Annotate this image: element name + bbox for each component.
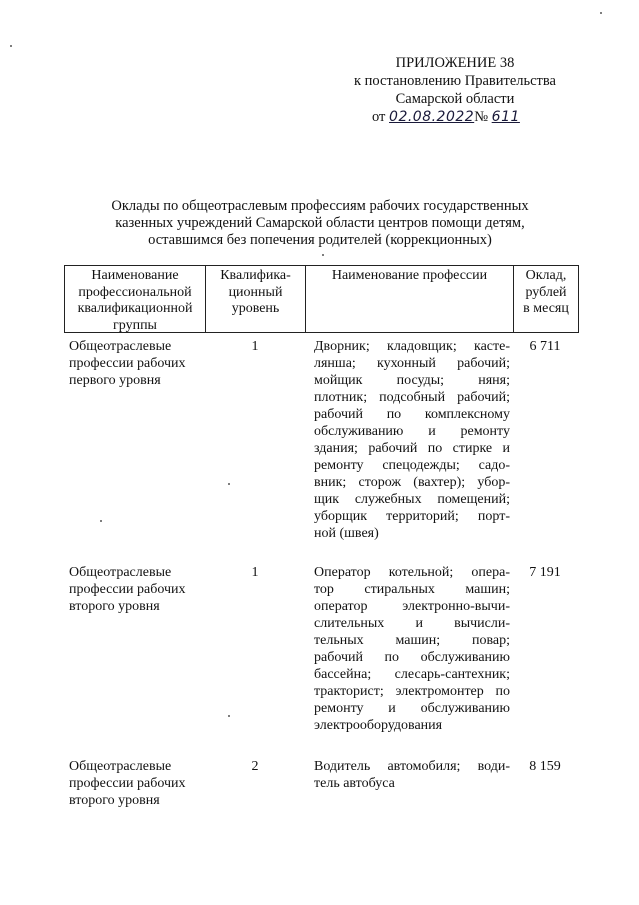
header-text: Оклад, [525, 268, 567, 283]
row-profession [314, 758, 510, 792]
group-text: Общеотраслевые [69, 759, 172, 774]
group-text: Общеотраслевые [69, 339, 172, 354]
profession-text: ремонту и обслуживанию [314, 701, 510, 716]
row-profession [314, 338, 510, 542]
profession-text: бассейна; слесарь-сантехник; [314, 667, 510, 682]
profession-text: рабочий по комплексному [314, 407, 510, 422]
header-text: группы [113, 317, 157, 333]
row-group [69, 338, 204, 389]
row-salary: 7 191 [529, 565, 561, 580]
profession-text: ремонту спецодежды; садо- [314, 458, 510, 473]
scan-speck [100, 520, 102, 522]
profession-text: здания; рабочий по стирке и [314, 441, 510, 456]
profession-text: щик служебных помещений; [314, 492, 510, 507]
profession-text: тель автобуса [314, 776, 395, 791]
title-line: оставшимся без попечения родителей (коррекционных) [148, 232, 492, 248]
appendix-header [330, 54, 580, 126]
profession-text: тракторист; электромонтер по [314, 684, 510, 699]
profession-text: плотник; подсобный рабочий; [314, 390, 510, 405]
document-title [60, 198, 580, 249]
group-text: профессии рабочих [69, 776, 186, 791]
scan-speck [10, 45, 12, 47]
group-text: второго уровня [69, 793, 160, 808]
handwritten-number: 611 [491, 109, 520, 125]
header-text: уровень [231, 301, 280, 316]
profession-text: тельных машин; повар; [314, 633, 510, 648]
appendix-resolution: к постановлению Правительства [354, 73, 556, 89]
profession-text: Оператор котельной; опера- [314, 565, 510, 580]
profession-text: ной (швея) [314, 526, 379, 541]
column-header-level [206, 266, 306, 332]
header-text: Квалифика- [220, 268, 291, 283]
column-header-group [65, 266, 206, 332]
profession-text: рабочий по обслуживанию [314, 650, 510, 665]
scan-speck [322, 254, 324, 256]
profession-text: Водитель автомобиля; води- [314, 759, 510, 774]
profession-text: электрооборудования [314, 718, 443, 733]
scan-speck [600, 12, 602, 14]
group-text: профессии рабочих [69, 582, 186, 597]
header-text: профессиональной [78, 284, 192, 300]
group-text: первого уровня [69, 373, 161, 388]
profession-text: Дворник; кладовщик; касте- [314, 339, 510, 354]
scan-speck [228, 715, 230, 717]
title-line: казенных учреждений Самарской области центров помощи детям, [115, 215, 525, 231]
group-text: второго уровня [69, 599, 160, 614]
profession-text: мойщик посуды; няня; [314, 373, 510, 388]
row-level: 1 [251, 339, 259, 354]
table-header [64, 265, 579, 333]
profession-text: тор стиральных машин; [314, 582, 510, 597]
profession-text: уборщик территорий; порт- [314, 509, 510, 524]
header-text: Наименование профессии [331, 268, 488, 283]
row-level: 2 [251, 759, 259, 774]
row-salary: 8 159 [529, 759, 561, 774]
appendix-date-line [330, 108, 580, 126]
profession-text: оператор электронно-вычи- [314, 599, 510, 614]
header-text: квалификационной [77, 301, 193, 316]
profession-text: вник; сторож (вахтер); убор- [314, 475, 510, 490]
header-text: рублей [525, 284, 567, 300]
date-prefix: от [372, 109, 386, 125]
header-text: в месяц [523, 301, 569, 316]
appendix-title: ПРИЛОЖЕНИЕ 38 [395, 55, 515, 71]
title-line: Оклады по общеотраслевым профессиям рабочих государственных [111, 198, 529, 214]
row-salary: 6 711 [529, 339, 561, 354]
column-header-profession [306, 266, 514, 332]
scan-speck [228, 483, 230, 485]
profession-text: обслуживанию и ремонту [314, 424, 510, 439]
appendix-region: Самарской области [395, 91, 515, 107]
profession-text: лянша; кухонный рабочий; [314, 356, 510, 371]
header-text: Наименование [91, 268, 179, 283]
row-profession [314, 564, 510, 734]
group-text: Общеотраслевые [69, 565, 172, 580]
row-level: 1 [251, 565, 259, 580]
number-prefix: № [474, 109, 489, 125]
row-group [69, 758, 204, 809]
row-group [69, 564, 204, 615]
profession-text: слительных и вычисли- [314, 616, 510, 631]
header-text: ционный [228, 284, 283, 300]
group-text: профессии рабочих [69, 356, 186, 371]
handwritten-date: 02.08.2022 [389, 109, 475, 125]
column-header-salary [514, 266, 578, 332]
